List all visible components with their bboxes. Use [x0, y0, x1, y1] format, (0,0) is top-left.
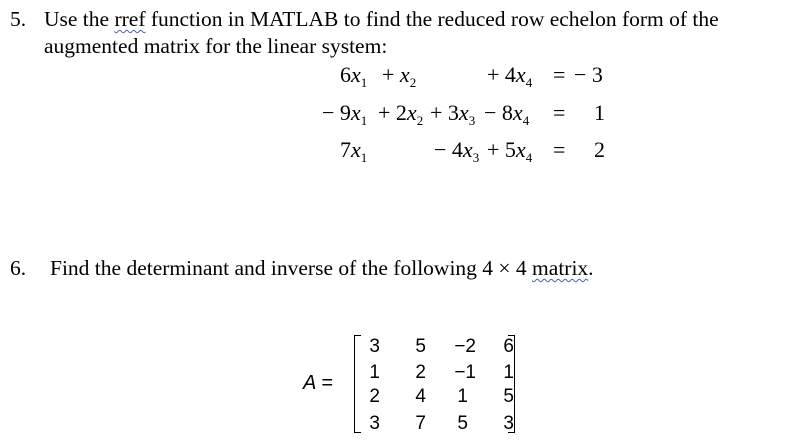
eq2-term-2: + $2x_2$ [378, 100, 424, 128]
eq2-equals: = [553, 100, 566, 125]
matrix-cell: 3 [369, 413, 380, 434]
matrix-cell: 1 [503, 362, 514, 383]
matrix-cell: 4 [415, 386, 426, 407]
problem-6-number: 6. [10, 256, 27, 280]
matrix-cell: −2 [454, 336, 476, 357]
matrix-left-bracket [354, 335, 361, 433]
problem-6-text [50, 255, 594, 281]
matrix-cell: 3 [503, 413, 514, 434]
eq2-term-4: − $8x_4$ [484, 100, 530, 128]
matrix-cell: 2 [369, 386, 380, 407]
eq3-term-1: $7x_1$ [340, 137, 368, 165]
eq1-term-2: + $x_2$ [382, 62, 417, 90]
eq1-term-4: + $4x_4$ [487, 62, 533, 90]
eq1-rhs: − 3 [574, 62, 603, 87]
problem-6-text-b: . [588, 256, 594, 280]
matrix-cell: 6 [503, 336, 514, 357]
problem-6-text-a: Find the determinant and inverse of the following 4 × 4 [50, 256, 533, 280]
problem-5-text-b: function in MATLAB to find the reduced row echelon form of the [145, 7, 719, 31]
matrix-cell: 1 [369, 362, 380, 383]
matrix-cell: 1 [457, 386, 468, 407]
eq2-term-1: − $9x_1$ [322, 100, 368, 128]
eq1-equals: = [553, 62, 566, 87]
matrix-cell: 3 [369, 336, 380, 357]
eq2-rhs: 1 [594, 100, 605, 125]
matrix-cell: −1 [454, 362, 476, 383]
eq3-rhs: 2 [594, 137, 605, 162]
rref-word: rref [114, 7, 146, 31]
eq3-equals: = [553, 137, 566, 162]
matrix-cell: 5 [457, 413, 468, 434]
eq3-term-4: + $5x_4$ [487, 137, 533, 165]
eq1-term-1: $6x_1$ [340, 62, 368, 90]
matrix-cell: 7 [415, 413, 426, 434]
matrix-cell: 2 [415, 362, 426, 383]
eq2-term-3: + $3x_3$ [430, 100, 476, 128]
problem-5-number: 5. [10, 7, 27, 31]
eq3-term-3: − $4x_3$ [434, 137, 480, 165]
matrix-cell: 5 [415, 336, 426, 357]
problem-5-text-a: Use the [44, 7, 115, 31]
matrix-word: matrix [532, 256, 589, 280]
matrix-label: A = [303, 372, 333, 394]
problem-5-line-2: augmented matrix for the linear system: [44, 34, 388, 58]
problem-5-line-1 [44, 6, 719, 32]
matrix-cell: 5 [503, 386, 514, 407]
